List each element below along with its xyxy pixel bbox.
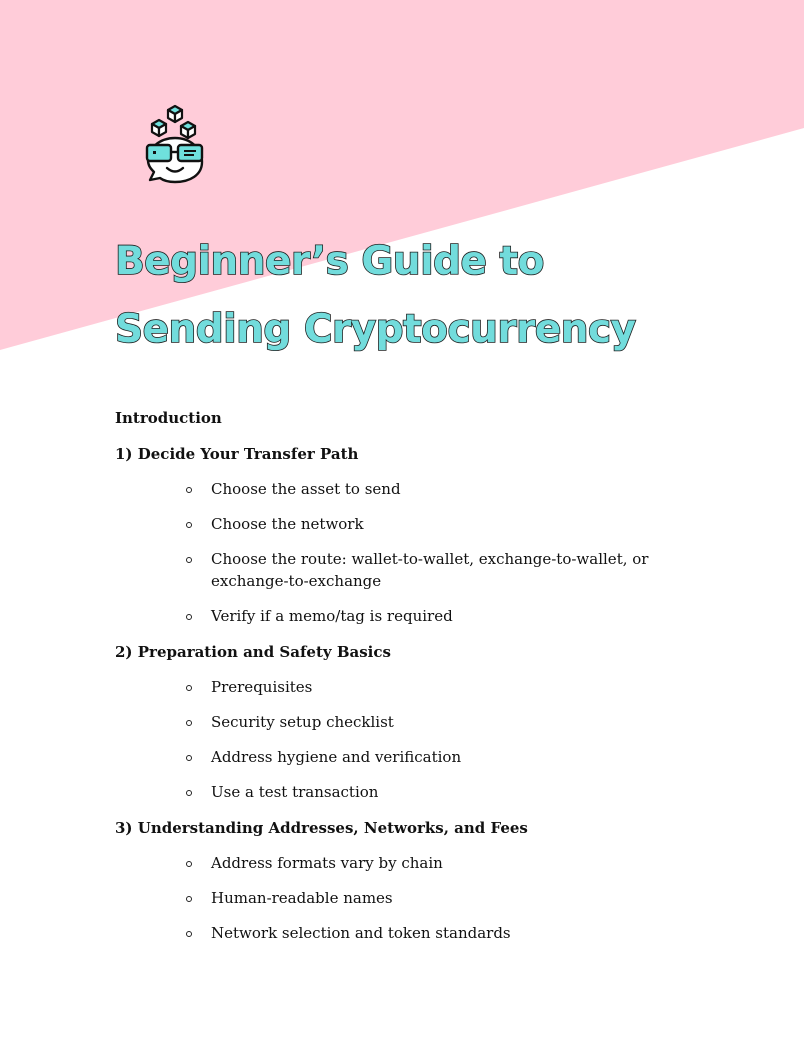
- list-item: Address formats vary by chain: [115, 852, 715, 874]
- list-item: Prerequisites: [115, 676, 715, 698]
- crypto-mascot-logo-icon: [140, 100, 210, 186]
- section-heading-3: 3) Understanding Addresses, Networks, and Fees: [115, 819, 528, 837]
- hollow-circle-bullet-icon: [186, 755, 192, 761]
- document-title: [115, 228, 795, 364]
- hollow-circle-bullet-icon: [186, 931, 192, 937]
- section-2-list: [115, 676, 715, 803]
- hollow-circle-bullet-icon: [186, 685, 192, 691]
- hollow-circle-bullet-icon: [186, 614, 192, 620]
- list-item: Choose the route: wallet-to-wallet, exchange-to-wallet, or exchange-to-exchange: [115, 548, 715, 592]
- hollow-circle-bullet-icon: [186, 790, 192, 796]
- hollow-circle-bullet-icon: [186, 861, 192, 867]
- list-item: Choose the asset to send: [115, 478, 715, 500]
- hollow-circle-bullet-icon: [186, 522, 192, 528]
- list-item: Security setup checklist: [115, 711, 715, 733]
- intro-heading: Introduction: [115, 409, 222, 427]
- title-line-1: Beginner’s Guide to: [115, 239, 544, 284]
- list-item: Human-readable names: [115, 887, 715, 909]
- section-heading-2: 2) Preparation and Safety Basics: [115, 643, 391, 661]
- hollow-circle-bullet-icon: [186, 487, 192, 493]
- list-item: Network selection and token standards: [115, 922, 715, 944]
- list-item: Address hygiene and verification: [115, 746, 715, 768]
- list-item: Verify if a memo/tag is required: [115, 605, 715, 627]
- title-line-2: Sending Cryptocurrency: [115, 307, 636, 352]
- list-item: Choose the network: [115, 513, 715, 535]
- hollow-circle-bullet-icon: [186, 896, 192, 902]
- list-item: Use a test transaction: [115, 781, 715, 803]
- outline-content: [115, 408, 715, 959]
- section-1-list: [115, 478, 715, 627]
- hollow-circle-bullet-icon: [186, 557, 192, 563]
- section-heading-1: 1) Decide Your Transfer Path: [115, 445, 359, 463]
- section-3-list: [115, 852, 715, 944]
- hollow-circle-bullet-icon: [186, 720, 192, 726]
